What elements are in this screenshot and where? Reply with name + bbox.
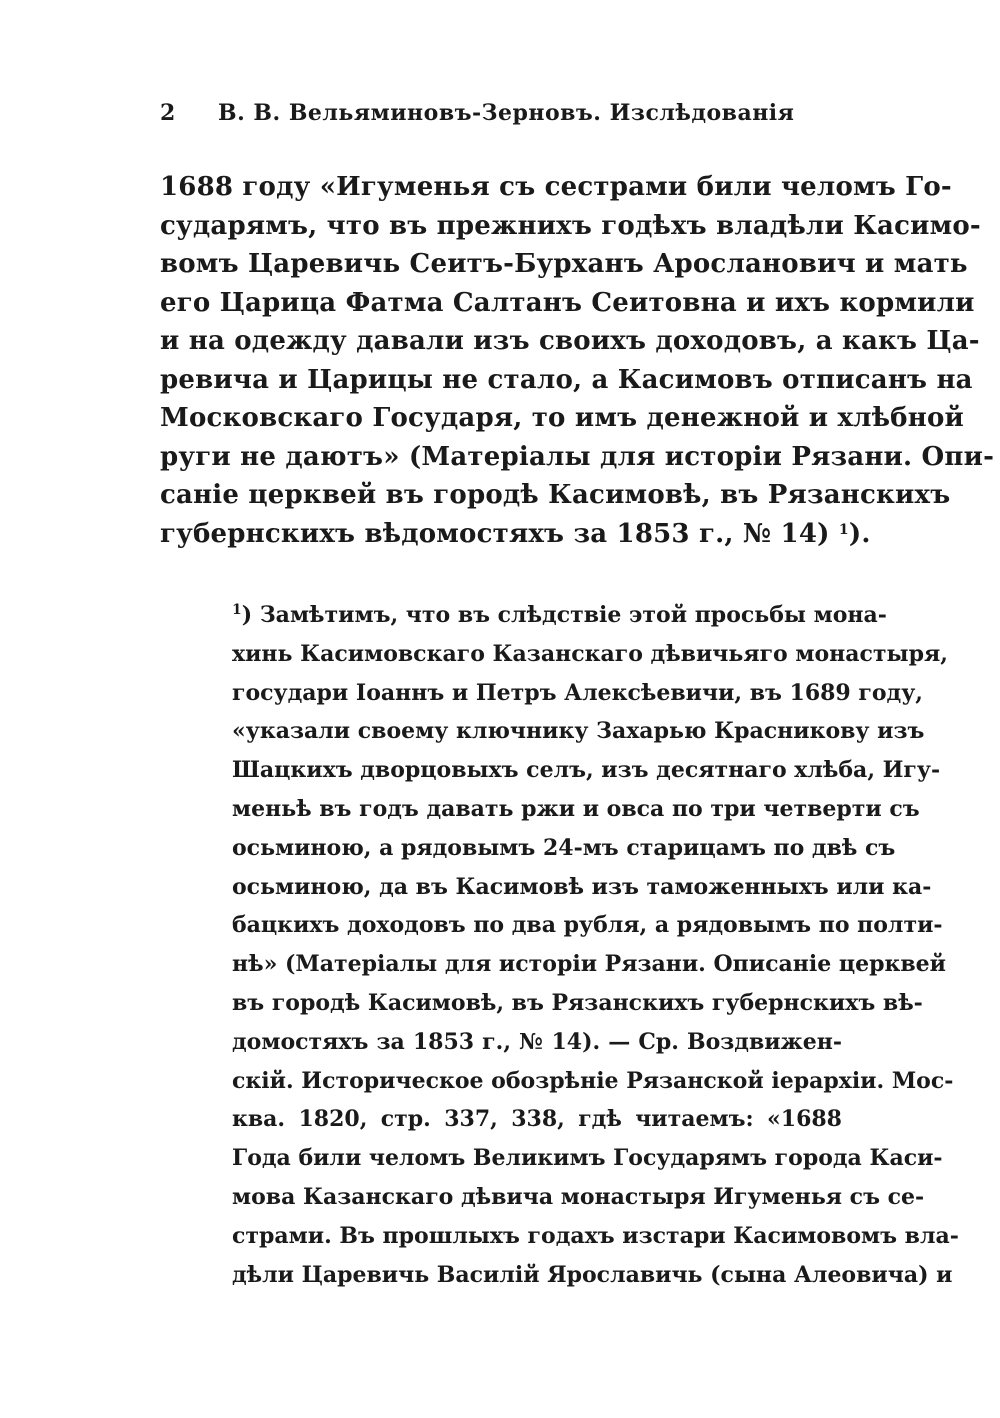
- footnote-line: «указали своему ключнику Захарью Красникову изъ: [232, 718, 925, 745]
- main-text-line: ревича и Царицы не стало, а Касимовъ отписанъ на: [160, 364, 973, 395]
- footnote-line: Года били челомъ Великимъ Государямъ города Каси-: [232, 1145, 943, 1172]
- main-text-line: его Царица Фатма Салтанъ Сеитовна и ихъ кормили: [160, 287, 975, 318]
- footnote-marker: 1: [232, 602, 242, 618]
- footnote-reference: 1: [838, 521, 849, 538]
- main-text-last-line: [160, 515, 871, 554]
- footnote-line: дѣли Царевичь Василій Ярославичь (сына Алеовича) и: [232, 1261, 953, 1288]
- footnote-line: Шацкихъ дворцовыхъ селъ, изъ десятнаго хлѣба, Игу-: [232, 757, 941, 784]
- main-text-line: руги не даютъ» (Матеріалы для исторіи Рязани. Опи-: [160, 441, 995, 472]
- footnote-line: бацкихъ доходовъ по два рубля, а рядовымъ по полти-: [232, 912, 943, 939]
- footnote-line: меньѣ въ годъ давать ржи и овса по три четверти съ: [232, 795, 920, 822]
- footnote-block: [232, 596, 959, 1294]
- running-title: В. В. Вельяминовъ-Зерновъ. Изслѣдованія: [218, 100, 795, 126]
- footnote-line: мова Казанскаго дѣвича монастыря Игуменья съ се-: [232, 1183, 925, 1210]
- footnote-line: въ городѣ Касимовѣ, въ Рязанскихъ губернскихъ вѣ-: [232, 989, 923, 1016]
- main-text-line-content: губернскихъ вѣдомостяхъ за 1853 г., № 14): [160, 518, 830, 549]
- footnote-line: домостяхъ за 1853 г., № 14). — Ср. Воздвижен-: [232, 1028, 842, 1055]
- main-text-line: Московскаго Государя, то имъ денежной и хлѣбной: [160, 403, 964, 433]
- main-text-line: вомъ Царевичь Сеитъ-Бурханъ Аросланович и мать: [160, 249, 968, 279]
- footnote-line-content: ) Замѣтимъ, что въ слѣдствіе этой просьбы мона-: [241, 602, 887, 628]
- main-text-line: 1688 году «Игуменья съ сестрами били челомъ Го-: [160, 172, 952, 202]
- footnote-line: скій. Историческое обозрѣніе Рязанской іерархіи. Мос-: [232, 1067, 954, 1094]
- footnote-line: осьминою, да въ Касимовѣ изъ таможенныхъ или ка-: [232, 873, 932, 900]
- main-text-line: сударямъ, что въ прежнихъ годѣхъ владѣли Касимо-: [160, 210, 981, 241]
- footnote-line: страми. Въ прошлыхъ годахъ изстари Касимовомъ вла-: [232, 1222, 959, 1249]
- footnote-line: государи Іоаннъ и Петръ Алексѣевичи, въ 1689 году,: [232, 679, 923, 706]
- page-number: 2: [160, 100, 176, 126]
- main-text-line: саніе церквей въ городѣ Касимовѣ, въ Рязанскихъ: [160, 480, 951, 510]
- footnote-line: осьминою, а рядовымъ 24-мъ старицамъ по двѣ съ: [232, 834, 896, 861]
- main-text-closing: ).: [848, 518, 871, 549]
- footnote-first-line: [232, 596, 887, 635]
- running-header: [160, 100, 840, 140]
- footnote-line: ква. 1820, стр. 337, 338, гдѣ читаемъ: «1688: [232, 1106, 842, 1133]
- main-text-line: и на одежду давали изъ своихъ доходовъ, а какъ Ца-: [160, 326, 980, 356]
- main-text-block: [160, 168, 995, 553]
- footnote-line: хинь Касимовскаго Казанскаго дѣвичьяго монастыря,: [232, 640, 948, 667]
- footnote-line: нѣ» (Матеріалы для исторіи Рязани. Описаніе церквей: [232, 951, 946, 978]
